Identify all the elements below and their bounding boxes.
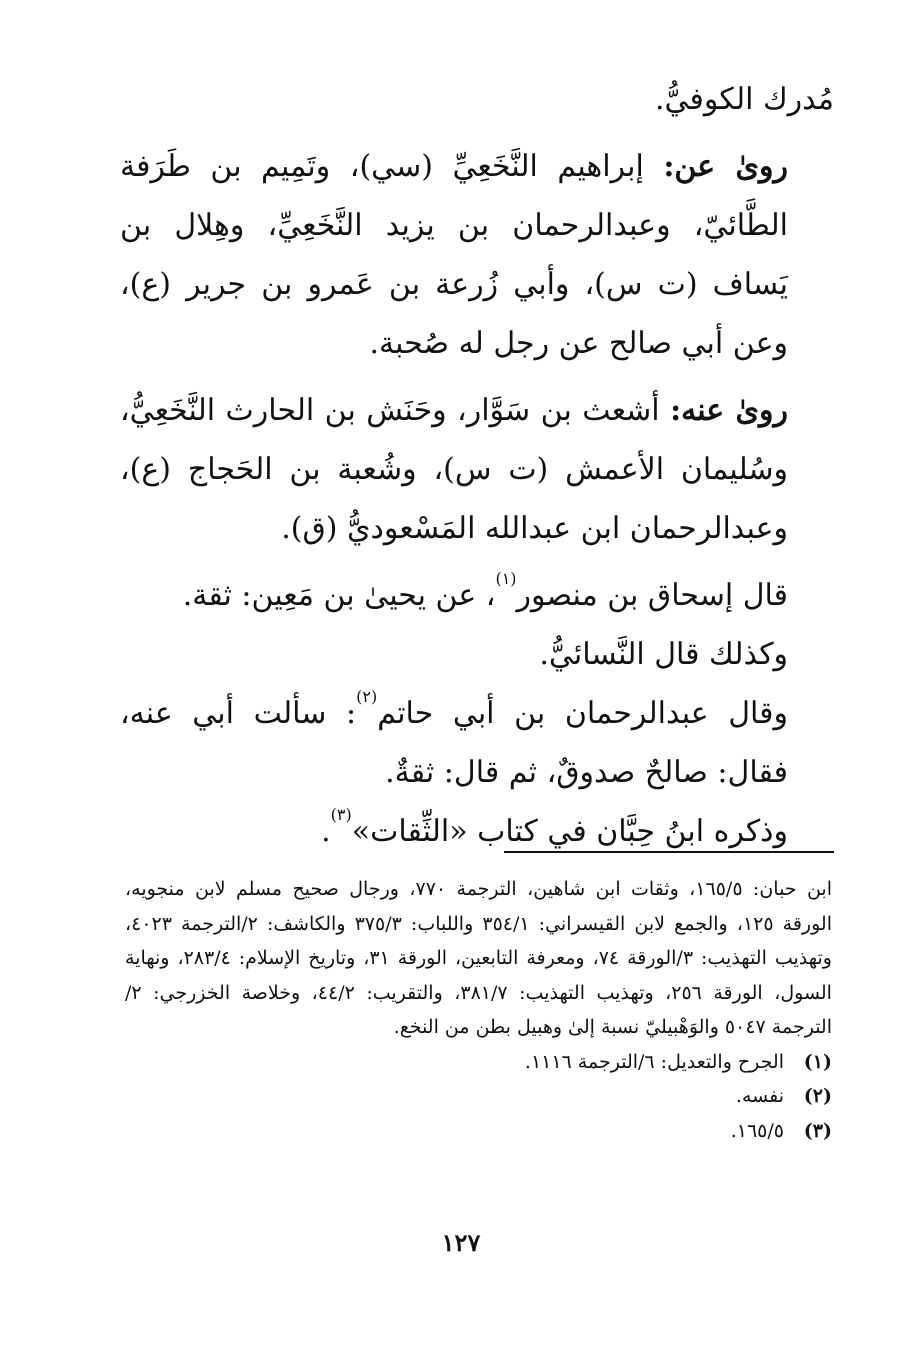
footnote-ref-1: (١)	[495, 569, 517, 588]
quote-abi-hatim	[120, 684, 834, 802]
footnote-2-number: (٢)	[803, 1085, 832, 1107]
quote-abi-hatim-text: وقال عبدالرحمان بن أبي حاتم	[377, 696, 788, 731]
quote-ibn-hibban-rest: .	[321, 814, 331, 849]
footnote-ref-3: (٣)	[330, 805, 352, 824]
footnote-3	[125, 1114, 832, 1149]
narrated-by-paragraph	[120, 381, 834, 558]
narrated-by-label: روىٰ عنه:	[670, 393, 789, 428]
page-number: ١٢٧	[441, 1228, 481, 1257]
quote-nasai: وكذلك قال النَّسائيُّ.	[539, 637, 788, 672]
quote-ishaq	[120, 566, 834, 625]
footnote-1-number: (١)	[803, 1050, 832, 1073]
narrated-by-text: أشعث بن سَوَّار، وحَنَش بن الحارث النَّخَعِيُّ، وسُليمان الأعمش (ت س)، وشُعبة بن الحَجاج (ع)، وعبدالرحمان ابن عبدالله المَسْعوديُّ (ق).	[120, 393, 788, 546]
main-text	[120, 70, 834, 861]
footnote-2	[125, 1079, 832, 1114]
intro-line: مُدرك الكوفيُّ.	[655, 82, 834, 117]
footnote-separator	[504, 851, 834, 853]
footnote-3-number: (٣)	[803, 1119, 832, 1142]
footnotes	[125, 872, 832, 1148]
footnote-ref-2: (٢)	[356, 687, 378, 706]
footnote-3-text: ١٦٥/٥.	[730, 1119, 784, 1142]
narrated-from-label: روىٰ عن:	[663, 149, 788, 184]
quote-ibn-hibban-text: وذكره ابنُ حِبَّان في كتاب «الثِّقات»	[351, 814, 788, 849]
quote-ishaq-text: قال إسحاق بن منصور	[516, 578, 788, 613]
footnote-1-text: الجرح والتعديل: ٦/الترجمة ١١١٦.	[524, 1050, 784, 1073]
quote-ishaq-rest: ، عن يحيىٰ بن مَعِين: ثقة.	[182, 578, 496, 613]
footnote-continuation: ابن حبان: ١٦٥/٥، وثقات ابن شاهين، الترجمة ٧٧٠، ورجال صحيح مسلم لابن منجويه، الورقة ١٢٥، والجمع لابن القيسراني: ٣٥٤/١ واللباب: ٣٧٥/٣ والكاشف: ٢/الترجمة ٤٠٢٣، وتهذيب التهذيب: ٣/الورقة ٧٤، ومعرفة التابعين، الورقة ٣١، وتاريخ الإسلام: ٢٨٣/٤، ونهاية السول، الورقة ٢٥٦، وتهذيب التهذيب: ٣٨١/٧، والتقريب: ٤٤/٢، وخلاصة الخزرجي: ٢/الترجمة ٥٠٤٧ والوَهْبيليّ نسبة إلىٰ وهبيل بطن من النخع.	[125, 878, 832, 1038]
footnote-1	[125, 1045, 832, 1080]
narrated-from-text: إبراهيم النَّخَعِيِّ (سي)، وتَمِيم بن طَرَفة الطَّائيّ، وعبدالرحمان بن يزيد النَّخَعِيِّ، وهِلال بن يَساف (ت س)، وأبي زُرعة بن عَمرو بن جرير (ع)، وعن أبي صالح عن رجل له صُحبة.	[120, 149, 788, 361]
footnote-2-text: نفسه.	[735, 1085, 784, 1107]
narrated-from-paragraph	[120, 137, 834, 373]
quote-abi-hatim-rest: : سألت أبي عنه، فقال: صالحٌ صدوقٌ، ثم قال: ثقةٌ.	[120, 696, 788, 790]
